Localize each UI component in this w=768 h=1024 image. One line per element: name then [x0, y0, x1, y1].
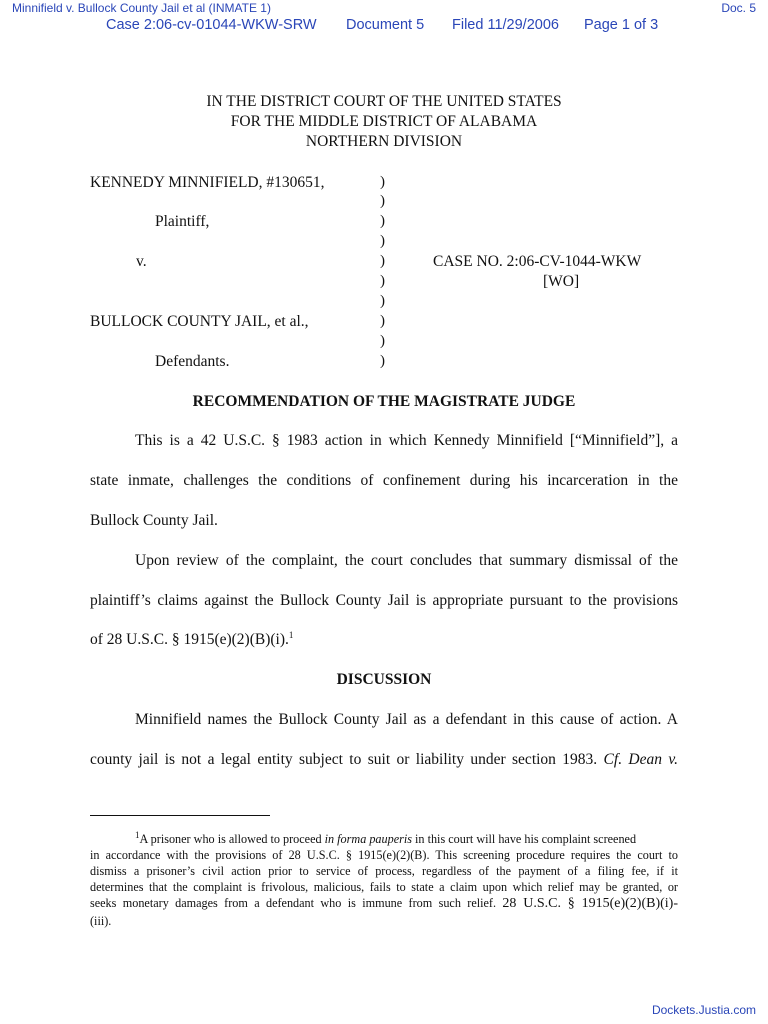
case-citation: Cf. Dean v. [603, 751, 678, 768]
footnote-line-3: dismiss a prisoner’s civil action prior to service of process, regardless of the payment of a filing fee, if it [90, 864, 678, 878]
doc-number-link[interactable]: Doc. 5 [721, 1, 756, 15]
caption-paren: ) [380, 233, 385, 249]
caption-paren: ) [380, 273, 385, 289]
case-number: CASE NO. 2:06-CV-1044-WKW [433, 253, 642, 270]
discussion-heading: DISCUSSION [336, 671, 432, 688]
caption-paren: ) [380, 333, 385, 349]
caption-paren: ) [380, 253, 385, 269]
footnote-marker: 1 [135, 829, 140, 840]
footnote-statute-cite: 28 U.S.C. § 1915(e)(2)(B)(i)- [502, 896, 678, 911]
footnote-italic: in forma pauperis [324, 832, 412, 846]
paragraph-3-line-2-text: county jail is not a legal entity subject to suit or liability under section 1983. [90, 751, 604, 768]
footnote-line-6: (iii). [90, 914, 112, 928]
defendant-name: BULLOCK COUNTY JAIL, et al., [90, 313, 309, 330]
footnote-line-5 [90, 896, 678, 912]
paragraph-1-line-1: This is a 42 U.S.C. § 1983 action in which Kennedy Minnifield [“Minnifield”], a [135, 432, 678, 449]
caption-paren: ) [380, 313, 385, 329]
caption-paren: ) [380, 353, 385, 369]
court-line-2: FOR THE MIDDLE DISTRICT OF ALABAMA [230, 113, 538, 130]
paragraph-1-line-2: state inmate, challenges the conditions of confinement during his incarceration in the [90, 472, 678, 489]
footnote-lead: A prisoner who is allowed to proceed [139, 832, 325, 846]
plaintiff-role: Plaintiff, [155, 213, 210, 230]
caption-paren: ) [380, 193, 385, 209]
paragraph-2-line-3-text: of 28 U.S.C. § 1915(e)(2)(B)(i). [90, 631, 289, 648]
footnote-divider [90, 815, 270, 816]
footnote-lead-rest: in this court will have his complaint screened [412, 832, 637, 846]
defendant-role: Defendants. [155, 353, 230, 370]
caption-paren: ) [380, 293, 385, 309]
filing-document: Document 5 [346, 17, 425, 33]
footnote-line-4: determines that the complaint is frivolous, malicious, fails to state a claim upon which relief may be granted, or [90, 880, 678, 894]
case-tag: [WO] [543, 273, 580, 290]
caption-paren: ) [380, 213, 385, 229]
paragraph-3-line-1: Minnifield names the Bullock County Jail as a defendant in this cause of action. A [135, 711, 678, 728]
filing-page: Page 1 of 3 [584, 17, 659, 33]
footnote-line-2: in accordance with the provisions of 28 U.S.C. § 1915(e)(2)(B). This screening procedure requires the court to [90, 848, 678, 862]
paragraph-2-line-3 [90, 631, 678, 649]
justia-source-link[interactable]: Dockets.Justia.com [651, 1003, 756, 1017]
caption-paren: ) [380, 174, 385, 190]
filing-case-number: Case 2:06-cv-01044-WKW-SRW [106, 17, 317, 33]
case-title-link[interactable]: Minnifield v. Bullock County Jail et al (INMATE 1) [12, 1, 271, 15]
versus: v. [136, 253, 147, 270]
plaintiff-name: KENNEDY MINNIFIELD, #130651, [90, 174, 325, 191]
paragraph-1-line-3: Bullock County Jail. [90, 512, 218, 529]
paragraph-3-line-2 [90, 751, 678, 769]
court-line-3: NORTHERN DIVISION [305, 133, 463, 150]
footnote-line-5-text: seeks monetary damages from a defendant who is immune from such relief. [90, 896, 503, 910]
footnote-ref[interactable]: 1 [288, 629, 294, 640]
court-line-1: IN THE DISTRICT COURT OF THE UNITED STATES [206, 93, 562, 110]
paragraph-2-line-2: plaintiff’s claims against the Bullock County Jail is appropriate pursuant to the provisions [90, 592, 678, 609]
filing-date: Filed 11/29/2006 [452, 17, 559, 33]
document-title: RECOMMENDATION OF THE MAGISTRATE JUDGE [192, 393, 576, 410]
footnote-line-1 [135, 829, 678, 847]
paragraph-2-line-1: Upon review of the complaint, the court concludes that summary dismissal of the [135, 552, 678, 569]
